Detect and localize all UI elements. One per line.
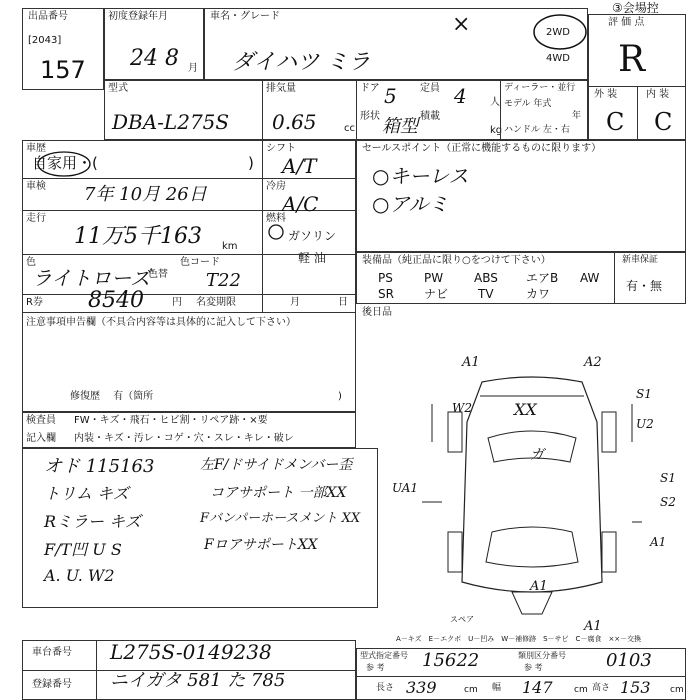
reg-label: 登録番号 — [32, 679, 72, 690]
info-line-4 — [22, 294, 356, 295]
equipment-grid — [362, 270, 612, 302]
diagram-mark-xx: XX — [514, 400, 537, 419]
equip-sr: SR — [378, 287, 394, 301]
remark-left-2: トリム キズ — [44, 484, 129, 503]
drive-circle — [530, 10, 590, 50]
shift-value: A/T — [282, 154, 317, 178]
chassis-value: L275S-0149238 — [110, 640, 272, 664]
diagram-mark-w2: W2 — [452, 401, 472, 415]
shift-label: シフト — [266, 143, 296, 154]
class-value: 0103 — [606, 650, 652, 671]
remark-left-4: F/T凹 U S — [44, 540, 122, 559]
diagram-mark-ga: ガ — [530, 447, 544, 463]
month-unit: 月 — [188, 63, 198, 74]
width-value: 147 — [522, 678, 553, 697]
remark-right-1: 左F/ドサイドメンバー歪 — [200, 457, 353, 473]
notes-title: 注意事項申告欄（不具合内容等は具体的に記入して下さい） — [26, 317, 296, 328]
equip-navi: ナビ — [424, 287, 449, 301]
shape-value: 箱型 — [382, 116, 418, 137]
name-label: 車名・グレード — [210, 11, 280, 22]
spec-split-1 — [262, 80, 263, 140]
diagram-mark-a1-corner: A1 — [584, 619, 602, 634]
sales-line-1: ○キーレス — [372, 164, 469, 188]
first-reg-value: 24 8 — [130, 46, 179, 71]
year-unit: 年 — [572, 111, 582, 121]
limit-label: 名変期限 — [196, 297, 236, 308]
rear-items-label: 後日品 — [362, 307, 392, 318]
disp-label: 排気量 — [266, 83, 296, 94]
remark-right-4: FロアサポートXX — [204, 537, 318, 553]
repair-label: 修復歴 有（箇所 — [70, 391, 154, 402]
footer-left-split — [96, 640, 97, 700]
diagram-mark-s1-lower: S1 — [660, 471, 676, 485]
lot-code: [2043] — [28, 35, 62, 46]
color-code-label: 色コード — [180, 257, 220, 268]
ext-label: 外 装 — [594, 89, 618, 100]
shape-label: 形状 — [360, 111, 380, 122]
int-value: C — [654, 108, 673, 136]
color-value: ライトローズ — [32, 266, 151, 290]
new-warranty-value: 有・無 — [626, 279, 663, 293]
handle-label: ハンドル 左・右 — [504, 125, 570, 135]
diagram-mark-ua1: UA1 — [392, 481, 419, 495]
dealer-label: ディーラー・並行 — [504, 83, 576, 93]
diagram-mark-s1-upper: S1 — [636, 387, 652, 401]
x-mark: × — [452, 12, 471, 37]
equip-airbag: エアB — [526, 271, 559, 285]
use-circle — [30, 150, 100, 180]
equip-split — [614, 252, 615, 304]
width-label: 幅 — [492, 683, 502, 693]
ac-value: A/C — [282, 192, 319, 216]
ref-1: 参 考 — [366, 663, 385, 672]
info-line-5 — [22, 312, 356, 313]
fuel-gas: ガソリン — [288, 229, 337, 243]
ext-value: C — [606, 108, 625, 136]
reg-value: ニイガタ 581 た 785 — [110, 670, 286, 691]
fuel-label: 燃料 — [266, 213, 286, 224]
sales-title: セールスポイント（正常に機能するものに限ります） — [362, 143, 602, 154]
equip-leather: カワ — [526, 287, 551, 301]
rtax-value: 8540 — [88, 288, 144, 313]
height-label: 高さ — [592, 683, 611, 693]
diagram-legend: A－キズ E－エクボ U－凹み W－補修跡 S－サビ C－腐食 ××－交換 — [396, 635, 642, 643]
drive-2wd: 2WD — [546, 27, 570, 38]
inspector-row2-label: 記入欄 — [26, 433, 56, 444]
limit-day: 日 — [338, 297, 348, 308]
remark-right-3: Fバンパーホースメント XX — [200, 511, 361, 526]
door-value: 5 — [384, 84, 397, 108]
lot-label: 出品番号 — [28, 11, 68, 22]
fuel-light: 軽 油 — [298, 251, 326, 265]
first-reg-label: 初度登録年月 — [108, 11, 168, 22]
mileage-value: 11万5千163 — [74, 224, 202, 249]
equip-pw: PW — [424, 271, 444, 285]
new-warranty-label: 新車保証 — [622, 255, 659, 265]
load-label: 積載 — [420, 111, 440, 122]
spec-split-3 — [500, 80, 501, 140]
diagram-mark-a1-top: A1 — [462, 355, 480, 370]
footer-right-line — [356, 676, 686, 677]
diagram-mark-s2: S2 — [660, 495, 676, 509]
drive-4wd: 4WD — [546, 53, 570, 64]
info-split — [262, 140, 263, 312]
model-value: DBA-L275S — [112, 110, 230, 134]
top-right-label: ③会場控 — [612, 1, 659, 15]
score-label: 評 価 点 — [608, 17, 645, 28]
inspect-value: 7年 10月 26日 — [84, 184, 207, 205]
class-label: 類別区分番号 — [518, 651, 566, 660]
yen: 円 — [172, 297, 182, 308]
repair-close: ) — [338, 391, 342, 402]
color-label: 色 — [26, 257, 36, 268]
length-unit: cm — [464, 685, 478, 695]
equip-aw: AW — [580, 271, 600, 285]
equipment-title: 装備品（純正品に限り○をつけて下さい） — [362, 255, 551, 266]
ref-2: 参 考 — [524, 663, 543, 672]
disp-value: 0.65 — [272, 110, 317, 134]
cap-label: 定員 — [420, 83, 440, 94]
remark-left-3: Rミラー キズ — [44, 512, 141, 531]
lot-number: 157 — [40, 56, 86, 84]
limit-month: 月 — [290, 297, 300, 308]
chassis-label: 車台番号 — [32, 647, 72, 658]
cert-value: 15622 — [422, 650, 480, 671]
mileage-label: 走行 — [26, 213, 46, 224]
width-unit: cm — [574, 685, 588, 695]
height-value: 153 — [620, 678, 651, 697]
cap-value: 4 — [454, 84, 467, 108]
use-value: 自家用・( — [32, 154, 98, 172]
color-change-label: 色替 — [148, 269, 168, 280]
use-label: 車歴 — [26, 143, 46, 154]
inspect-label: 車検 — [26, 181, 46, 192]
equip-abs: ABS — [474, 271, 498, 285]
int-label: 内 装 — [646, 89, 670, 100]
diagram-mark-a1-right: A1 — [650, 535, 667, 549]
diagram-mark-u2: U2 — [636, 417, 654, 431]
diagram-spare-label: スペア — [450, 615, 474, 624]
score-split — [637, 86, 638, 140]
load-unit: kg — [490, 125, 503, 136]
use-close: ) — [248, 154, 254, 172]
fuel-circle — [266, 222, 286, 242]
equip-ps: PS — [378, 271, 393, 285]
inspector-row1: FW・キズ・飛石・ヒビ割・リペア跡・×要 — [74, 415, 268, 426]
model-year-label: モデル 年式 — [504, 99, 552, 109]
score-value: R — [618, 39, 646, 80]
equip-tv: TV — [478, 287, 494, 301]
model-label: 型式 — [108, 83, 128, 94]
color-code-value: T22 — [206, 270, 241, 291]
diagram-mark-a2: A2 — [584, 355, 602, 370]
name-value: ダイハツ ミラ — [232, 50, 371, 75]
height-unit: cm — [670, 685, 684, 695]
cap-unit: 人 — [490, 97, 500, 108]
door-label: ドア — [360, 83, 380, 94]
remark-left-5: A. U. W2 — [44, 566, 115, 585]
remark-right-2: コアサポート 一部XX — [210, 485, 347, 501]
length-label: 長さ — [376, 683, 395, 693]
rtax-label: R券 — [26, 297, 43, 308]
length-value: 339 — [406, 678, 437, 697]
disp-unit: cc — [344, 123, 355, 134]
inspector-row2: 内装・キズ・汚レ・コゲ・穴・スレ・キレ・破レ — [74, 433, 294, 444]
mileage-unit: km — [222, 241, 238, 252]
cert-label: 型式指定番号 — [360, 651, 408, 660]
diagram-mark-a1-bottom: A1 — [530, 579, 548, 594]
remark-left-1: オド 115163 — [44, 456, 155, 477]
ac-label: 冷房 — [266, 181, 286, 192]
sales-line-2: ○アルミ — [372, 192, 449, 216]
inspector-row1-label: 検査員 — [26, 415, 56, 426]
spec-split-2 — [356, 80, 357, 140]
